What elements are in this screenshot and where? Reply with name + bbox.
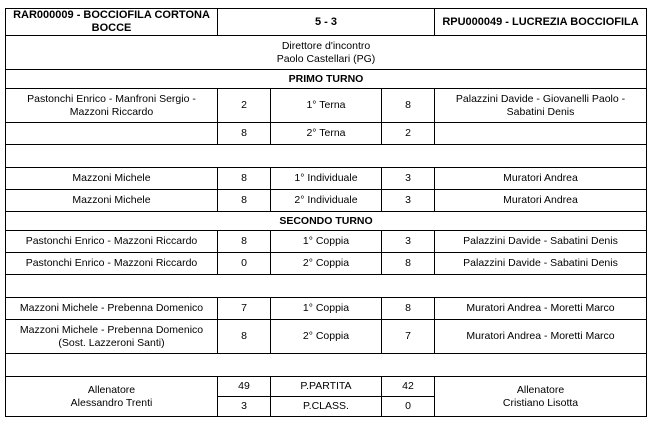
game-row — [6, 231, 647, 253]
points-class-label: P.CLASS. — [271, 397, 382, 417]
away-score: 3 — [382, 190, 435, 212]
game-label: 2° Coppia — [271, 253, 382, 275]
game-row — [6, 168, 647, 190]
away-score: 3 — [382, 168, 435, 190]
home-score: 8 — [218, 320, 271, 354]
match-report-table — [5, 8, 647, 417]
away-score: 2 — [382, 123, 435, 145]
turno1-title: PRIMO TURNO — [6, 70, 647, 89]
home-players: Mazzoni Michele - Prebenna Domenico — [19, 323, 204, 336]
game-label: 1° Terna — [271, 89, 382, 123]
home-players: Pastonchi Enrico - Mazzoni Riccardo — [6, 231, 218, 253]
away-score: 8 — [382, 253, 435, 275]
home-coach-cell — [6, 377, 218, 417]
spacer-row — [6, 275, 647, 298]
substitution-note: (Sost. Lazzeroni Santi) — [58, 336, 165, 349]
director-row — [6, 36, 647, 70]
director-name: Paolo Castellari (PG) — [276, 52, 376, 65]
header-row — [6, 9, 647, 36]
away-players: Muratori Andrea - Moretti Marco — [435, 320, 647, 354]
away-players — [435, 123, 647, 145]
away-players: Palazzini Davide - Sabatini Denis — [435, 253, 647, 275]
away-coach-label: Allenatore — [516, 383, 565, 396]
away-score: 3 — [382, 231, 435, 253]
spacer-cell — [6, 354, 647, 377]
away-team-name: RPU000049 - LUCREZIA BOCCIOFILA — [435, 9, 647, 36]
away-players: Muratori Andrea — [435, 190, 647, 212]
game-row — [6, 89, 647, 123]
game-row — [6, 123, 647, 145]
away-score: 7 — [382, 320, 435, 354]
turno-title-row — [6, 70, 647, 89]
match-score: 5 - 3 — [218, 9, 435, 36]
away-players: Palazzini Davide - Giovanelli Paolo - Sabatini Denis — [435, 89, 647, 123]
home-score: 2 — [218, 89, 271, 123]
home-team-name: RAR000009 - BOCCIOFILA CORTONA BOCCE — [6, 9, 218, 36]
spacer-row — [6, 354, 647, 377]
home-score: 8 — [218, 123, 271, 145]
away-score: 8 — [382, 298, 435, 320]
home-players: Mazzoni Michele — [6, 168, 218, 190]
game-label: 1° Coppia — [271, 231, 382, 253]
game-label: 1° Individuale — [271, 168, 382, 190]
away-points-partita: 42 — [382, 377, 435, 397]
turno-title-row — [6, 212, 647, 231]
away-players: Muratori Andrea — [435, 168, 647, 190]
away-coach-name: Cristiano Lisotta — [502, 396, 579, 409]
home-coach-name: Alessandro Trenti — [70, 396, 153, 409]
home-score: 8 — [218, 168, 271, 190]
director-label: Direttore d'incontro — [281, 39, 371, 52]
away-players: Palazzini Davide - Sabatini Denis — [435, 231, 647, 253]
home-players: Mazzoni Michele — [6, 190, 218, 212]
turno2-title: SECONDO TURNO — [6, 212, 647, 231]
game-row — [6, 253, 647, 275]
home-score: 8 — [218, 190, 271, 212]
game-row — [6, 190, 647, 212]
game-row — [6, 320, 647, 354]
home-players — [6, 123, 218, 145]
spacer-cell — [6, 145, 647, 168]
home-points-partita: 49 — [218, 377, 271, 397]
home-score: 8 — [218, 231, 271, 253]
away-players: Muratori Andrea - Moretti Marco — [435, 298, 647, 320]
away-points-class: 0 — [382, 397, 435, 417]
home-coach-label: Allenatore — [87, 383, 136, 396]
director-cell — [6, 36, 647, 70]
home-score: 7 — [218, 298, 271, 320]
home-points-class: 3 — [218, 397, 271, 417]
game-label: 2° Terna — [271, 123, 382, 145]
home-players: Mazzoni Michele - Prebenna Domenico — [6, 298, 218, 320]
spacer-row — [6, 145, 647, 168]
home-score: 0 — [218, 253, 271, 275]
footer-row-partita — [6, 377, 647, 397]
away-coach-cell — [435, 377, 647, 417]
points-partita-label: P.PARTITA — [271, 377, 382, 397]
spacer-cell — [6, 275, 647, 298]
home-players: Pastonchi Enrico - Mazzoni Riccardo — [6, 253, 218, 275]
game-row — [6, 298, 647, 320]
away-score: 8 — [382, 89, 435, 123]
home-players: Pastonchi Enrico - Manfroni Sergio - Mazzoni Riccardo — [6, 89, 218, 123]
game-label: 2° Coppia — [271, 320, 382, 354]
home-players-cell — [6, 320, 218, 354]
game-label: 1° Coppia — [271, 298, 382, 320]
game-label: 2° Individuale — [271, 190, 382, 212]
